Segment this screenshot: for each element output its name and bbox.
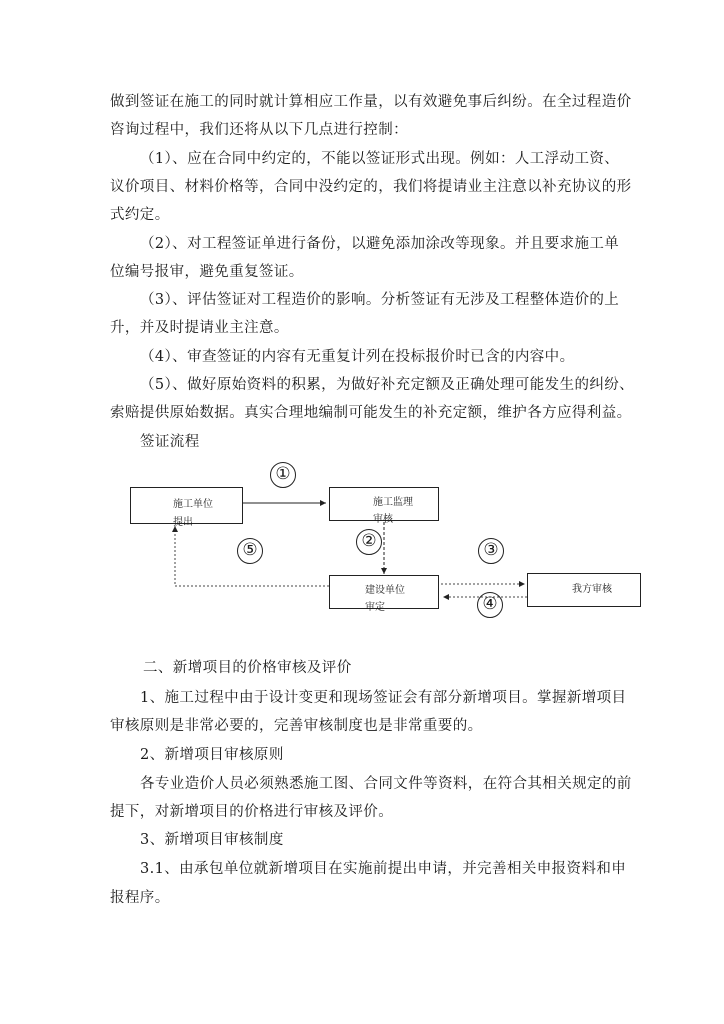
step-2-marker: ② (356, 529, 382, 555)
step-4-marker: ④ (477, 592, 503, 618)
p6-line2: 索赔提供原始数据。真实合理地编制可能发生的补充定额，维护各方应得利益。 (110, 405, 632, 421)
s31-line1: 3.1、由承包单位就新增项目在实施前提出申请，并完善相关申报资料和申 (140, 861, 627, 877)
p2-line2: 议价项目、材料价格等，合同中没约定的，我们将提请业主注意以补充协议的形 (110, 179, 632, 195)
box-contractor-label: 施工单位 (173, 499, 213, 510)
s31-line2: 报程序。 (110, 890, 170, 906)
step-1-marker: ① (270, 462, 296, 488)
flow-box-owner (329, 575, 439, 613)
p4-line2: 升，并及时提请业主注意。 (110, 320, 289, 336)
s3-heading: 3、新增项目审核制度 (140, 832, 284, 848)
p3-line2: 位编号报审，避免重复签证。 (110, 264, 304, 280)
flow-box-supervision (329, 487, 439, 525)
box-owner-sublabel: 审定 (365, 602, 385, 613)
p4-line1: （3）、评估签证对工程造价的影响。分析签证有无涉及工程整体造价的上 (140, 292, 620, 308)
s2-line2: 提下，对新增项目的价格进行审核及评价。 (110, 804, 394, 820)
flow-box-contractor (130, 487, 243, 528)
step-5-marker: ⑤ (237, 538, 263, 564)
p2-line3: 式约定。 (110, 207, 170, 223)
p1-line1: 做到签证在施工的同时就计算相应工作量，以有效避免事后纠纷。在全过程造价 (110, 94, 632, 110)
flow-title: 签证流程 (140, 434, 200, 450)
flow-box-our-review (527, 573, 641, 607)
s2-line1: 各专业造价人员必须熟悉施工图、合同文件等资料，在符合其相关规定的前 (140, 776, 632, 792)
p6-line1: （5）、做好原始资料的积累，为做好补充定额及正确处理可能发生的纠纷、 (140, 377, 635, 393)
box-owner-label: 建设单位 (365, 585, 405, 596)
s2-heading: 2、新增项目审核原则 (140, 747, 284, 763)
box-supervision-label: 施工监理 (373, 497, 413, 508)
p1-line2: 咨询过程中，我们还将从以下几点进行控制： (110, 122, 408, 138)
p3-line1: （2）、对工程签证单进行备份，以避免添加涂改等现象。并且要求施工单 (140, 236, 620, 252)
step-3-marker: ③ (478, 538, 504, 564)
s1-line2: 审核原则是非常必要的，完善审核制度也是非常重要的。 (110, 718, 483, 734)
box-our-review-label: 我方审核 (572, 584, 612, 595)
s1-line1: 1、施工过程中由于设计变更和现场签证会有部分新增项目。掌握新增项目 (140, 690, 627, 706)
p2-line1: （1）、应在合同中约定的，不能以签证形式出现。例如：人工浮动工资、 (140, 151, 620, 167)
p5-line1: （4）、审查签证的内容有无重复计列在投标报价时已含的内容中。 (140, 349, 575, 365)
section2-heading: 二、新增项目的价格审核及评价 (143, 660, 352, 676)
box-contractor-sublabel: 提出 (173, 517, 193, 528)
box-supervision-sublabel: 审核 (373, 514, 393, 525)
